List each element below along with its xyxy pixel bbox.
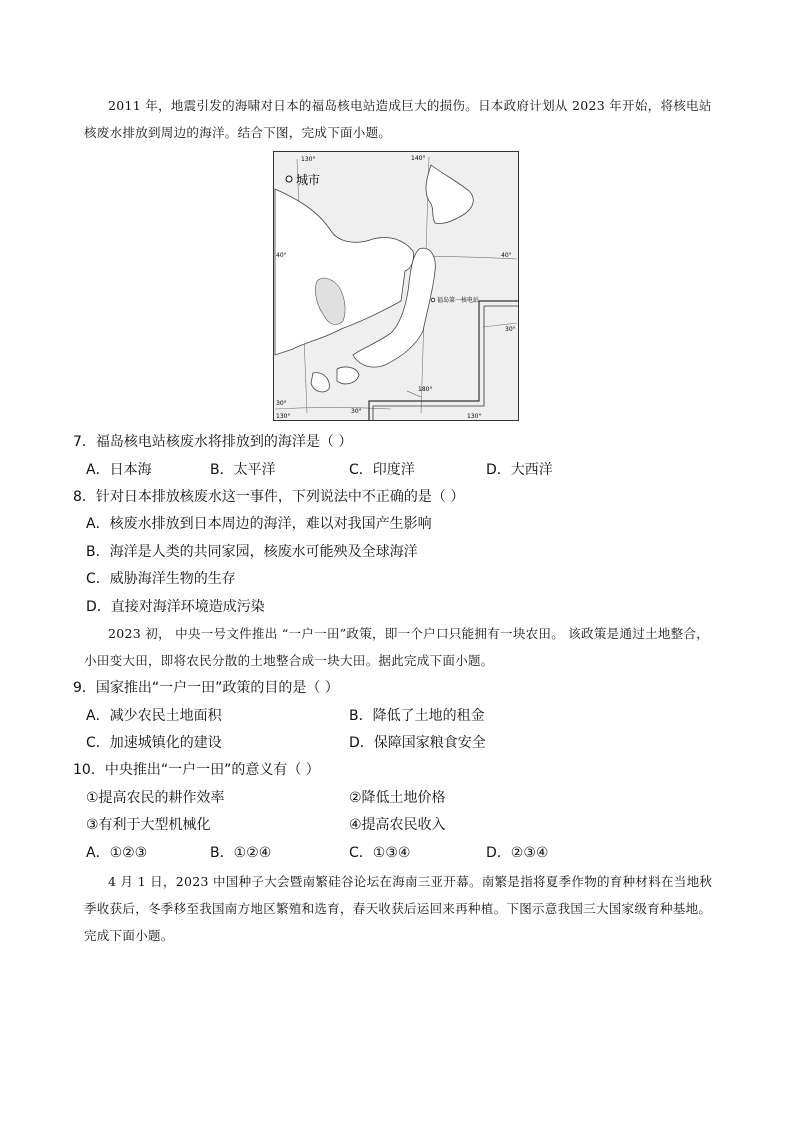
q7-option-b: B．太平洋 xyxy=(210,462,276,478)
intro-paragraph-2: 2023 初， 中央一号文件推出 “一户一田”政策，即一个户口只能拥有一块农田。 该政策是通过土地整合，小田变大田，即将农民分散的土地整合成一块大田。据此完成下面小题。 xyxy=(84,626,710,668)
q7-option-d: D．大西洋 xyxy=(486,462,553,478)
q9-stem: 9．国家推出“一户一田”政策的目的是（ ） xyxy=(73,680,339,696)
q7-option-a: A．日本海 xyxy=(86,462,152,478)
svg-text:30°: 30° xyxy=(505,326,516,333)
q10-statement-2: ②降低土地价格 xyxy=(349,790,446,806)
japan-map xyxy=(273,151,519,421)
q8-option-d: D．直接对海洋环境造成污染 xyxy=(86,599,265,615)
q8-option-a: A．核废水排放到日本周边的海洋，难以对我国产生影响 xyxy=(86,516,432,532)
q10-option-c: C．①③④ xyxy=(349,845,411,861)
svg-text:40°: 40° xyxy=(501,252,512,259)
svg-text:130°: 130° xyxy=(467,413,482,420)
q9-option-d: D．保障国家粮食安全 xyxy=(349,735,486,751)
q10-statement-1: ①提高农民的耕作效率 xyxy=(86,790,225,806)
svg-text:130°: 130° xyxy=(301,156,316,163)
svg-text:140°: 140° xyxy=(411,155,426,162)
svg-text:40°: 40° xyxy=(276,252,287,259)
fukushima-plant-label: 福岛第一核电站 xyxy=(437,297,480,304)
q10-statement-3: ③有利于大型机械化 xyxy=(86,817,211,833)
svg-text:30°: 30° xyxy=(351,408,362,415)
q10-statement-4: ④提高农民收入 xyxy=(349,817,446,833)
q8-option-c: C．威胁海洋生物的生存 xyxy=(86,571,236,587)
svg-text:130°: 130° xyxy=(276,413,291,420)
q10-option-d: D．②③④ xyxy=(486,845,549,861)
q9-option-a: A．减少农民土地面积 xyxy=(86,708,222,724)
q10-option-a: A．①②③ xyxy=(86,845,148,861)
intro-paragraph-1: 2011 年，地震引发的海啸对日本的福岛核电站造成巨大的损伤。日本政府计划从 2023 年开始，将核电站核废水排放到周边的海洋。结合下图，完成下面小题。 xyxy=(84,98,712,140)
svg-text:180°: 180° xyxy=(418,386,433,393)
map-legend-city: 城市 xyxy=(296,173,321,187)
intro-paragraph-3: 4 月 1 日，2023 中国种子大会暨南繁硅谷论坛在海南三亚开幕。南繁是指将夏季作物的育种材料在当地秋季收获后，冬季移至我国南方地区繁殖和选育，春天收获后运回来再种植。下图示意我国三大国家级育种基地。完成下面小题。 xyxy=(84,874,713,943)
q7-stem: 7．福岛核电站核废水将排放到的海洋是（ ） xyxy=(73,434,353,450)
q8-stem: 8．针对日本排放核废水这一事件，下列说法中不正确的是（ ） xyxy=(73,489,465,505)
q7-option-c: C．印度洋 xyxy=(349,462,415,478)
svg-text:30°: 30° xyxy=(276,400,287,407)
q8-option-b: B．海洋是人类的共同家园，核废水可能殃及全球海洋 xyxy=(86,544,418,560)
q10-stem: 10．中央推出“一户一田”的意义有（ ） xyxy=(73,762,320,778)
q9-option-b: B．降低了土地的租金 xyxy=(349,708,485,724)
q9-option-c: C．加速城镇化的建设 xyxy=(86,735,222,751)
q10-option-b: B．①②④ xyxy=(210,845,272,861)
